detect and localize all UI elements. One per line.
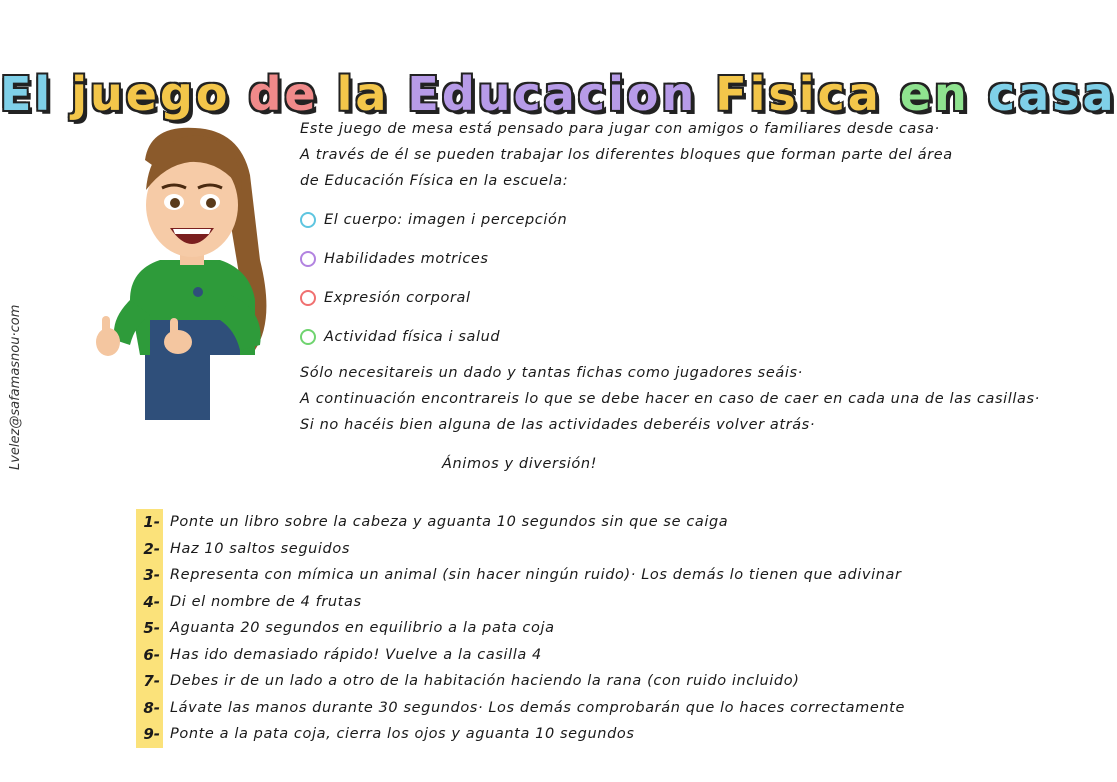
intro-line: Este juego de mesa está pensado para jugar con amigos o familiares desde casa· [300, 121, 940, 137]
rule-text: Lávate las manos durante 30 segundos· Los demás comprobarán que lo haces correctamente [170, 699, 905, 716]
circle-bullet-icon [300, 290, 316, 306]
block-item [300, 278, 1040, 317]
closing-line: A continuación encontrareis lo que se debe hacer en caso de caer en cada una de las casillas· [300, 391, 1040, 407]
circle-bullet-icon [300, 329, 316, 345]
rule-number: 4- [136, 589, 163, 616]
title-word: casa [987, 66, 1117, 121]
block-item [300, 317, 1040, 356]
list-item [136, 509, 1036, 536]
title-word: de [248, 66, 319, 121]
blocks-list [300, 200, 1040, 356]
title-word: El [0, 66, 54, 121]
list-item [136, 695, 1036, 722]
rule-text: Debes ir de un lado a otro de la habitación haciendo la rana (con ruido incluido) [170, 673, 800, 690]
title-word: juego [71, 66, 231, 121]
rule-text: Representa con mímica un animal (sin hacer ningún ruido)· Los demás lo tienen que adivinar [170, 567, 902, 584]
intro-line: de Educación Física en la escuela: [300, 173, 569, 189]
rule-text: Aguanta 20 segundos en equilibrio a la pata coja [170, 620, 555, 637]
list-item [136, 668, 1036, 695]
rule-text: Ponte a la pata coja, cierra los ojos y aguanta 10 segundos [170, 726, 635, 743]
rules-list [136, 509, 1036, 748]
rule-text: Haz 10 saltos seguidos [170, 540, 350, 557]
rule-number: 7- [136, 668, 163, 695]
teacher-avatar-icon [90, 120, 290, 420]
rule-text: Has ido demasiado rápido! Vuelve a la casilla 4 [170, 646, 542, 663]
rule-text: Ponte un libro sobre la cabeza y aguanta 10 segundos sin que se caiga [170, 514, 729, 531]
rule-number: 9- [136, 721, 163, 748]
circle-bullet-icon [300, 212, 316, 228]
list-item [136, 562, 1036, 589]
block-label: Habilidades motrices [324, 250, 489, 267]
block-label: El cuerpo: imagen i percepción [324, 211, 568, 228]
list-item [136, 642, 1036, 669]
title-word: la [336, 66, 390, 121]
author-credit: Lvelez@safamasnou·com [8, 304, 23, 470]
title-word: Educacion [407, 66, 698, 121]
rule-number: 2- [136, 536, 163, 563]
rule-number: 3- [136, 562, 163, 589]
rule-number: 1- [136, 509, 163, 536]
rule-number: 5- [136, 615, 163, 642]
circle-bullet-icon [300, 251, 316, 267]
block-label: Expresión corporal [324, 289, 471, 306]
block-label: Actividad física i salud [324, 328, 501, 345]
block-item [300, 200, 1040, 239]
closing-line: Sólo necesitareis un dado y tantas fichas como jugadores seáis· [300, 365, 803, 381]
block-item [300, 239, 1040, 278]
intro-section [300, 116, 1040, 438]
list-item [136, 615, 1036, 642]
rule-text: Di el nombre de 4 frutas [170, 593, 362, 610]
cheer-text: Ánimos y diversión! [442, 456, 598, 472]
closing-line: Si no hacéis bien alguna de las actividades deberéis volver atrás· [300, 417, 816, 433]
closing-text [300, 360, 1040, 438]
title-word: en [899, 66, 970, 121]
list-item [136, 589, 1036, 616]
list-item [136, 536, 1036, 563]
intro-line: A través de él se pueden trabajar los diferentes bloques que forman parte del área [300, 147, 953, 163]
page-title [0, 66, 1117, 121]
list-item [136, 721, 1036, 748]
rule-number: 8- [136, 695, 163, 722]
title-word: Fisica [715, 66, 882, 121]
rule-number: 6- [136, 642, 163, 669]
